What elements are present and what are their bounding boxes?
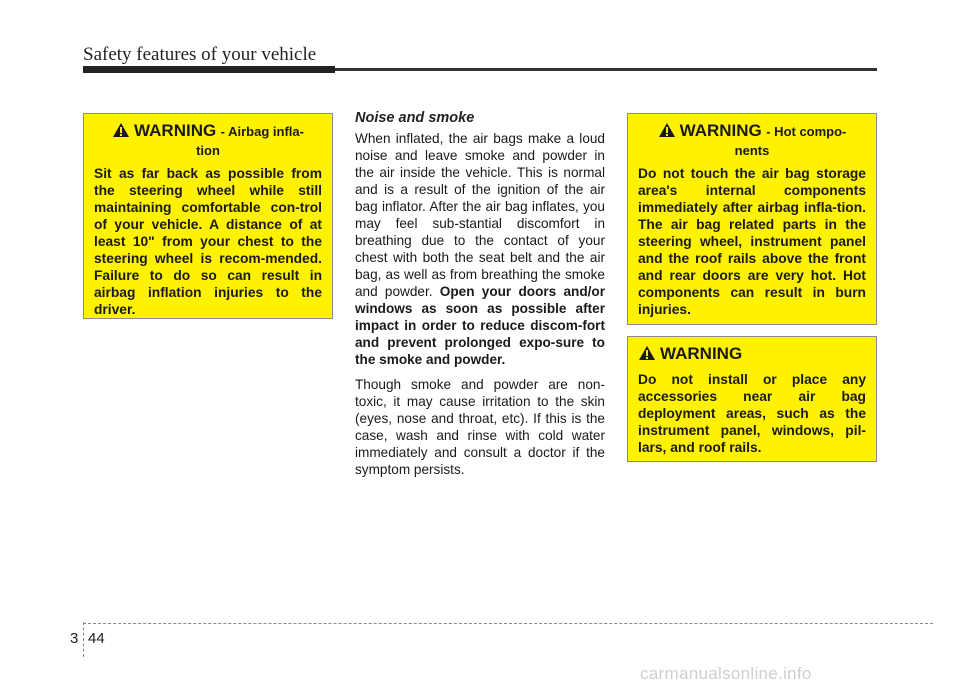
header-rule-accent <box>83 66 335 73</box>
warning-body: Do not touch the air bag storage area's internal components immediately after airbag infla-tion. The air bag related parts in the steering wheel, instrument panel and the roof rails above the front and rear doors are very hot. Hot components can result in burn injuries. <box>638 166 866 317</box>
footer-rule <box>83 623 933 624</box>
watermark: carmanualsonline.info <box>640 664 812 683</box>
chapter-number: 3 <box>70 630 79 647</box>
page-number: 44 <box>88 630 105 647</box>
warning-box-airbag-inflation <box>83 113 333 319</box>
warning-subtitle-cont: nents <box>734 143 770 158</box>
warning-body: Do not install or place any accessories near air bag deployment areas, such as the instrument panel, windows, pil-lars, and roof rails. <box>638 372 866 455</box>
warning-subtitle: - Hot compo- <box>766 124 847 139</box>
paragraph-2: Though smoke and powder are non-toxic, it may cause irritation to the skin (eyes, nose and throat, etc). If this is the case, wash and rinse with cold water immediately and consult a doctor if the symptom persists. <box>355 377 605 477</box>
header-title: Safety features of your vehicle <box>83 44 317 65</box>
warning-triangle-icon <box>658 122 676 142</box>
warning-heading <box>638 122 866 159</box>
noise-and-smoke-section <box>355 110 605 486</box>
warning-word: WARNING <box>679 121 762 140</box>
warning-subtitle-cont: tion <box>196 143 220 158</box>
warning-box-hot-components <box>627 113 877 325</box>
paragraph-1-bold: Open your doors and/or windows as soon as possible after impact in order to reduce discom-fort and prevent prolonged expo-sure to the smoke and powder. <box>355 284 605 367</box>
warning-box-accessories <box>627 336 877 462</box>
warning-word: WARNING <box>660 344 743 363</box>
warning-subtitle: - Airbag infla- <box>220 124 304 139</box>
paragraph-1-plain: When inflated, the air bags make a loud noise and leave smoke and powder in the air inside the vehicle. This is normal and is a result of the ignition of the air bag inflator. After the air bag inflates, you may feel sub-stantial discomfort in breathing due to the contact of your chest with both the seat belt and the air bag, as well as from breathing the smoke and powder. <box>355 131 605 299</box>
warning-word: WARNING <box>134 121 217 140</box>
section-heading: Noise and smoke <box>355 110 475 126</box>
warning-triangle-icon <box>112 122 130 142</box>
warning-triangle-icon <box>638 345 656 365</box>
warning-heading <box>638 345 866 365</box>
warning-heading <box>94 122 322 159</box>
warning-body: Sit as far back as possible from the steering wheel while still maintaining comfortable con-trol of your vehicle. A distance of at least 10" from your chest to the steering wheel is recom-mended. Failure to do so can result in airbag inflation injuries to the driver. <box>94 166 322 317</box>
paragraph-1 <box>355 130 605 368</box>
footer-divider <box>83 622 84 657</box>
